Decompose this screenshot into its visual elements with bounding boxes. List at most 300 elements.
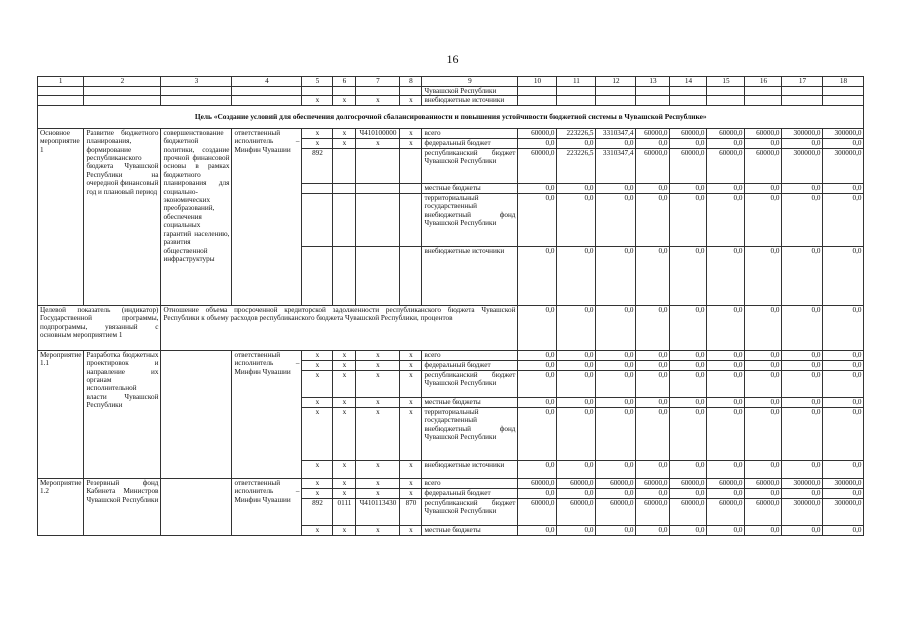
- value-cell: 0,0: [707, 525, 745, 535]
- value-cell: 0,0: [596, 305, 636, 350]
- value-cell: 60000,0: [707, 478, 745, 488]
- value-cell: 0,0: [557, 370, 596, 397]
- value-cell: 0,0: [596, 183, 636, 193]
- value-cell: 60000,0: [670, 128, 707, 138]
- empty-cell: [38, 87, 84, 96]
- value-cell: 0,0: [596, 138, 636, 148]
- value-cell: 0,0: [707, 183, 745, 193]
- code-cell: Ч410100000: [356, 128, 400, 138]
- value-cell: 0,0: [518, 138, 557, 148]
- value-cell: 300000,0: [782, 148, 823, 183]
- code-cell: х: [356, 407, 400, 460]
- value-cell: 0,0: [707, 360, 745, 370]
- code-cell: х: [400, 96, 422, 105]
- value-cell: 300000,0: [782, 498, 823, 525]
- value-cell: 0,0: [782, 370, 823, 397]
- value-cell: 60000,0: [596, 498, 636, 525]
- header-cell: 3: [161, 77, 232, 87]
- value-cell: 0,0: [823, 138, 864, 148]
- value-cell: 60000,0: [518, 148, 557, 183]
- value-cell: 0,0: [636, 183, 670, 193]
- value-cell: 0,0: [518, 246, 557, 305]
- code-cell: х: [302, 478, 333, 488]
- code-cell: х: [333, 397, 356, 407]
- value-cell: 0,0: [596, 360, 636, 370]
- value-cell: [518, 96, 557, 105]
- code-cell: х: [356, 397, 400, 407]
- value-cell: [670, 96, 707, 105]
- code-cell: х: [356, 460, 400, 478]
- value-cell: [596, 87, 636, 96]
- code-cell: х: [333, 488, 356, 498]
- value-cell: 0,0: [636, 350, 670, 360]
- value-cell: 0,0: [745, 370, 782, 397]
- value-cell: 0,0: [518, 193, 557, 246]
- value-cell: 0,0: [557, 407, 596, 460]
- value-cell: 0,0: [636, 138, 670, 148]
- source-cell: федеральный бюджет: [422, 488, 518, 498]
- value-cell: 60000,0: [557, 498, 596, 525]
- code-cell: х: [400, 138, 422, 148]
- value-cell: 0,0: [518, 305, 557, 350]
- value-cell: 0,0: [670, 370, 707, 397]
- status-cell: Мероприятие 1.2: [38, 478, 84, 535]
- value-cell: 0,0: [745, 407, 782, 460]
- value-cell: 60000,0: [518, 498, 557, 525]
- value-cell: 0,0: [707, 488, 745, 498]
- value-cell: 0,0: [823, 460, 864, 478]
- value-cell: 0,0: [745, 488, 782, 498]
- value-cell: 60000,0: [670, 478, 707, 488]
- code-cell: [400, 246, 422, 305]
- value-cell: 0,0: [518, 525, 557, 535]
- source-cell: внебюджетные источники: [422, 246, 518, 305]
- value-cell: 60000,0: [636, 148, 670, 183]
- value-cell: [707, 96, 745, 105]
- header-cell: 12: [596, 77, 636, 87]
- value-cell: 0,0: [596, 350, 636, 360]
- value-cell: 60000,0: [596, 478, 636, 488]
- value-cell: 0,0: [745, 460, 782, 478]
- code-cell: [333, 193, 356, 246]
- source-cell: местные бюджеты: [422, 397, 518, 407]
- code-cell: х: [302, 370, 333, 397]
- page-number: 16: [446, 52, 459, 66]
- code-cell: х: [400, 128, 422, 138]
- source-cell: Чувашской Республики: [422, 87, 518, 96]
- value-cell: 0,0: [707, 407, 745, 460]
- value-cell: 0,0: [745, 183, 782, 193]
- header-cell: 6: [333, 77, 356, 87]
- code-cell: [302, 87, 333, 96]
- value-cell: [596, 96, 636, 105]
- value-cell: 60000,0: [707, 148, 745, 183]
- value-cell: 0,0: [745, 138, 782, 148]
- header-cell: 2: [84, 77, 161, 87]
- code-cell: 870: [400, 498, 422, 525]
- code-cell: х: [356, 370, 400, 397]
- value-cell: 0,0: [670, 350, 707, 360]
- value-cell: 0,0: [636, 397, 670, 407]
- value-cell: 300000,0: [823, 478, 864, 488]
- status-cell: Основное мероприятие 1: [38, 128, 84, 305]
- header-cell: 18: [823, 77, 864, 87]
- value-cell: 0,0: [745, 193, 782, 246]
- code-cell: х: [302, 138, 333, 148]
- value-cell: 0,0: [745, 397, 782, 407]
- value-cell: 0,0: [596, 246, 636, 305]
- value-cell: 60000,0: [745, 148, 782, 183]
- value-cell: [636, 87, 670, 96]
- header-cell: 10: [518, 77, 557, 87]
- value-cell: [557, 96, 596, 105]
- empty-cell: [38, 96, 84, 105]
- code-cell: х: [333, 370, 356, 397]
- header-cell: 7: [356, 77, 400, 87]
- value-cell: 0,0: [707, 246, 745, 305]
- task-cell: [161, 350, 232, 478]
- value-cell: [636, 96, 670, 105]
- code-cell: х: [400, 397, 422, 407]
- value-cell: 300000,0: [823, 128, 864, 138]
- empty-cell: [232, 87, 302, 96]
- code-cell: [356, 183, 400, 193]
- code-cell: х: [333, 478, 356, 488]
- code-cell: х: [333, 407, 356, 460]
- value-cell: 60000,0: [636, 498, 670, 525]
- value-cell: 60000,0: [518, 128, 557, 138]
- code-cell: х: [302, 350, 333, 360]
- code-cell: х: [333, 350, 356, 360]
- value-cell: 0,0: [636, 305, 670, 350]
- code-cell: 0111: [333, 498, 356, 525]
- value-cell: 0,0: [596, 488, 636, 498]
- value-cell: 0,0: [636, 460, 670, 478]
- source-cell: внебюджетные источники: [422, 96, 518, 105]
- code-cell: [400, 87, 422, 96]
- value-cell: 60000,0: [557, 478, 596, 488]
- code-cell: х: [356, 96, 400, 105]
- code-cell: х: [302, 407, 333, 460]
- value-cell: 0,0: [557, 488, 596, 498]
- empty-cell: [161, 87, 232, 96]
- value-cell: 0,0: [557, 183, 596, 193]
- value-cell: [745, 96, 782, 105]
- value-cell: 300000,0: [823, 148, 864, 183]
- value-cell: 0,0: [518, 460, 557, 478]
- source-cell: республиканский бюджет Чувашской Республики: [422, 370, 518, 397]
- budget-table: [37, 76, 864, 536]
- code-cell: [356, 246, 400, 305]
- value-cell: 0,0: [823, 360, 864, 370]
- code-cell: [356, 87, 400, 96]
- header-cell: 17: [782, 77, 823, 87]
- code-cell: х: [400, 525, 422, 535]
- value-cell: 0,0: [745, 350, 782, 360]
- value-cell: 0,0: [823, 305, 864, 350]
- value-cell: 0,0: [823, 183, 864, 193]
- value-cell: [782, 87, 823, 96]
- code-cell: [356, 193, 400, 246]
- value-cell: 0,0: [782, 193, 823, 246]
- value-cell: 0,0: [745, 246, 782, 305]
- code-cell: [356, 148, 400, 183]
- value-cell: 0,0: [518, 407, 557, 460]
- value-cell: 0,0: [670, 360, 707, 370]
- value-cell: 0,0: [823, 397, 864, 407]
- value-cell: 0,0: [707, 460, 745, 478]
- code-cell: х: [333, 96, 356, 105]
- value-cell: 0,0: [823, 350, 864, 360]
- code-cell: [400, 193, 422, 246]
- code-cell: [333, 246, 356, 305]
- table-row: [38, 350, 864, 360]
- header-cell: 4: [232, 77, 302, 87]
- value-cell: 0,0: [557, 193, 596, 246]
- code-cell: х: [400, 360, 422, 370]
- value-cell: 0,0: [707, 370, 745, 397]
- value-cell: 0,0: [557, 460, 596, 478]
- value-cell: 60000,0: [636, 128, 670, 138]
- value-cell: [823, 87, 864, 96]
- code-cell: х: [356, 138, 400, 148]
- value-cell: 0,0: [670, 246, 707, 305]
- code-cell: х: [302, 96, 333, 105]
- value-cell: 0,0: [707, 193, 745, 246]
- value-cell: 0,0: [636, 488, 670, 498]
- code-cell: 892: [302, 148, 333, 183]
- code-cell: х: [400, 407, 422, 460]
- code-cell: х: [302, 460, 333, 478]
- value-cell: 0,0: [557, 138, 596, 148]
- source-cell: федеральный бюджет: [422, 360, 518, 370]
- name-cell: Резервный фонд Кабинета Министров Чувашской Республики: [84, 478, 161, 535]
- code-cell: х: [400, 370, 422, 397]
- code-cell: [302, 246, 333, 305]
- value-cell: [707, 87, 745, 96]
- table-row: [38, 96, 864, 105]
- value-cell: 0,0: [596, 370, 636, 397]
- value-cell: 0,0: [823, 193, 864, 246]
- value-cell: 0,0: [782, 360, 823, 370]
- header-cell: 16: [745, 77, 782, 87]
- value-cell: 0,0: [745, 360, 782, 370]
- value-cell: 0,0: [707, 305, 745, 350]
- value-cell: 0,0: [596, 460, 636, 478]
- source-cell: всего: [422, 350, 518, 360]
- code-cell: Ч410113430: [356, 498, 400, 525]
- header-cell: 14: [670, 77, 707, 87]
- value-cell: 60000,0: [636, 478, 670, 488]
- code-cell: х: [333, 128, 356, 138]
- value-cell: 0,0: [707, 397, 745, 407]
- value-cell: 0,0: [636, 360, 670, 370]
- code-cell: х: [302, 397, 333, 407]
- value-cell: 0,0: [518, 350, 557, 360]
- value-cell: 0,0: [745, 305, 782, 350]
- code-cell: х: [400, 460, 422, 478]
- value-cell: 0,0: [636, 370, 670, 397]
- value-cell: 300000,0: [823, 498, 864, 525]
- value-cell: 0,0: [707, 138, 745, 148]
- indicator-row: [38, 305, 864, 350]
- value-cell: 0,0: [518, 397, 557, 407]
- source-cell: местные бюджеты: [422, 183, 518, 193]
- value-cell: 0,0: [823, 488, 864, 498]
- value-cell: 0,0: [518, 370, 557, 397]
- header-cell: 11: [557, 77, 596, 87]
- value-cell: 0,0: [557, 350, 596, 360]
- code-cell: 892: [302, 498, 333, 525]
- value-cell: 3310347,4: [596, 128, 636, 138]
- value-cell: 60000,0: [518, 478, 557, 488]
- table-row: [38, 128, 864, 138]
- executor-cell: ответственный исполнитель – Минфин Чувашии: [232, 128, 302, 305]
- table-row: [38, 87, 864, 96]
- code-cell: х: [333, 525, 356, 535]
- source-cell: местные бюджеты: [422, 525, 518, 535]
- value-cell: 0,0: [518, 360, 557, 370]
- code-cell: х: [356, 525, 400, 535]
- code-cell: х: [333, 460, 356, 478]
- code-cell: х: [302, 525, 333, 535]
- code-cell: х: [356, 350, 400, 360]
- code-cell: [302, 193, 333, 246]
- task-cell: [161, 478, 232, 535]
- value-cell: 60000,0: [707, 128, 745, 138]
- value-cell: 0,0: [518, 488, 557, 498]
- status-cell: Мероприятие 1.1: [38, 350, 84, 478]
- header-cell: 9: [422, 77, 518, 87]
- value-cell: 0,0: [670, 193, 707, 246]
- source-cell: федеральный бюджет: [422, 138, 518, 148]
- value-cell: 0,0: [670, 407, 707, 460]
- value-cell: 0,0: [745, 525, 782, 535]
- value-cell: 0,0: [782, 350, 823, 360]
- value-cell: 0,0: [636, 525, 670, 535]
- source-cell: республиканский бюджет Чувашской Республики: [422, 148, 518, 183]
- value-cell: 223226,5: [557, 148, 596, 183]
- empty-cell: [161, 96, 232, 105]
- code-cell: х: [400, 488, 422, 498]
- value-cell: 3310347,4: [596, 148, 636, 183]
- value-cell: 0,0: [636, 193, 670, 246]
- empty-cell: [232, 96, 302, 105]
- value-cell: 0,0: [557, 246, 596, 305]
- code-cell: х: [333, 138, 356, 148]
- task-cell: совершенствование бюджетной политики, создание прочной финансовой основы в рамках бюджетного планирования для социально-экономических преобразований, обеспечения социальных гарантий населению, развития общественной инфраструктуры: [161, 128, 232, 305]
- value-cell: 0,0: [557, 397, 596, 407]
- value-cell: 60000,0: [670, 148, 707, 183]
- header-cell: 13: [636, 77, 670, 87]
- value-cell: 0,0: [782, 246, 823, 305]
- value-cell: [782, 96, 823, 105]
- value-cell: 0,0: [596, 407, 636, 460]
- value-cell: 0,0: [670, 460, 707, 478]
- value-cell: [745, 87, 782, 96]
- value-cell: 0,0: [782, 397, 823, 407]
- code-cell: х: [302, 128, 333, 138]
- indicator-text: Отношение объема просроченной кредиторской задолженности республиканского бюджета Чувашской Республики к объему расходов республиканского бюджета Чувашской Республики, процентов: [161, 305, 518, 350]
- header-cell: 5: [302, 77, 333, 87]
- value-cell: 0,0: [782, 525, 823, 535]
- value-cell: 0,0: [782, 138, 823, 148]
- value-cell: 0,0: [782, 488, 823, 498]
- value-cell: 0,0: [670, 138, 707, 148]
- value-cell: 0,0: [557, 360, 596, 370]
- code-cell: х: [302, 488, 333, 498]
- executor-cell: ответственный исполнитель – Минфин Чувашии: [232, 350, 302, 478]
- value-cell: 0,0: [670, 525, 707, 535]
- source-cell: территориальный государственный внебюджетный фонд Чувашской Республики: [422, 407, 518, 460]
- code-cell: [400, 183, 422, 193]
- value-cell: 60000,0: [745, 498, 782, 525]
- value-cell: 60000,0: [745, 128, 782, 138]
- source-cell: территориальный государственный внебюджетный фонд Чувашской Республики: [422, 193, 518, 246]
- code-cell: х: [400, 478, 422, 488]
- value-cell: 0,0: [670, 183, 707, 193]
- value-cell: [670, 87, 707, 96]
- header-cell: 1: [38, 77, 84, 87]
- value-cell: 60000,0: [745, 478, 782, 488]
- code-cell: х: [333, 360, 356, 370]
- source-cell: внебюджетные источники: [422, 460, 518, 478]
- value-cell: 223226,5: [557, 128, 596, 138]
- value-cell: 0,0: [596, 193, 636, 246]
- code-cell: х: [400, 350, 422, 360]
- value-cell: [518, 87, 557, 96]
- value-cell: 0,0: [518, 183, 557, 193]
- value-cell: 0,0: [670, 488, 707, 498]
- source-cell: республиканский бюджет Чувашской Республики: [422, 498, 518, 525]
- indicator-label: Целевой показатель (индикатор) Государственной программы, подпрограммы, увязанный с основным мероприятием 1: [38, 305, 161, 350]
- empty-cell: [84, 87, 161, 96]
- value-cell: 0,0: [782, 460, 823, 478]
- value-cell: 0,0: [782, 305, 823, 350]
- value-cell: 0,0: [823, 370, 864, 397]
- value-cell: 0,0: [823, 407, 864, 460]
- code-cell: [400, 148, 422, 183]
- goal-title: Цель «Создание условий для обеспечения долгосрочной сбалансированности и повышения устойчивости бюджетной системы в Чувашской Республике»: [38, 105, 864, 128]
- header-row: [38, 77, 864, 87]
- value-cell: 0,0: [636, 246, 670, 305]
- code-cell: [333, 148, 356, 183]
- value-cell: 300000,0: [782, 478, 823, 488]
- header-cell: 15: [707, 77, 745, 87]
- source-cell: всего: [422, 478, 518, 488]
- value-cell: 300000,0: [782, 128, 823, 138]
- value-cell: 0,0: [596, 397, 636, 407]
- header-cell: 8: [400, 77, 422, 87]
- value-cell: [557, 87, 596, 96]
- value-cell: 60000,0: [707, 498, 745, 525]
- code-cell: х: [356, 360, 400, 370]
- value-cell: 0,0: [823, 525, 864, 535]
- value-cell: 0,0: [782, 183, 823, 193]
- value-cell: [823, 96, 864, 105]
- value-cell: 0,0: [557, 305, 596, 350]
- empty-cell: [84, 96, 161, 105]
- value-cell: 0,0: [596, 525, 636, 535]
- code-cell: х: [356, 478, 400, 488]
- value-cell: 0,0: [823, 246, 864, 305]
- executor-cell: ответственный исполнитель – Минфин Чувашии: [232, 478, 302, 535]
- code-cell: х: [302, 360, 333, 370]
- value-cell: 0,0: [670, 305, 707, 350]
- value-cell: 0,0: [707, 350, 745, 360]
- value-cell: 0,0: [636, 407, 670, 460]
- table-row: [38, 478, 864, 488]
